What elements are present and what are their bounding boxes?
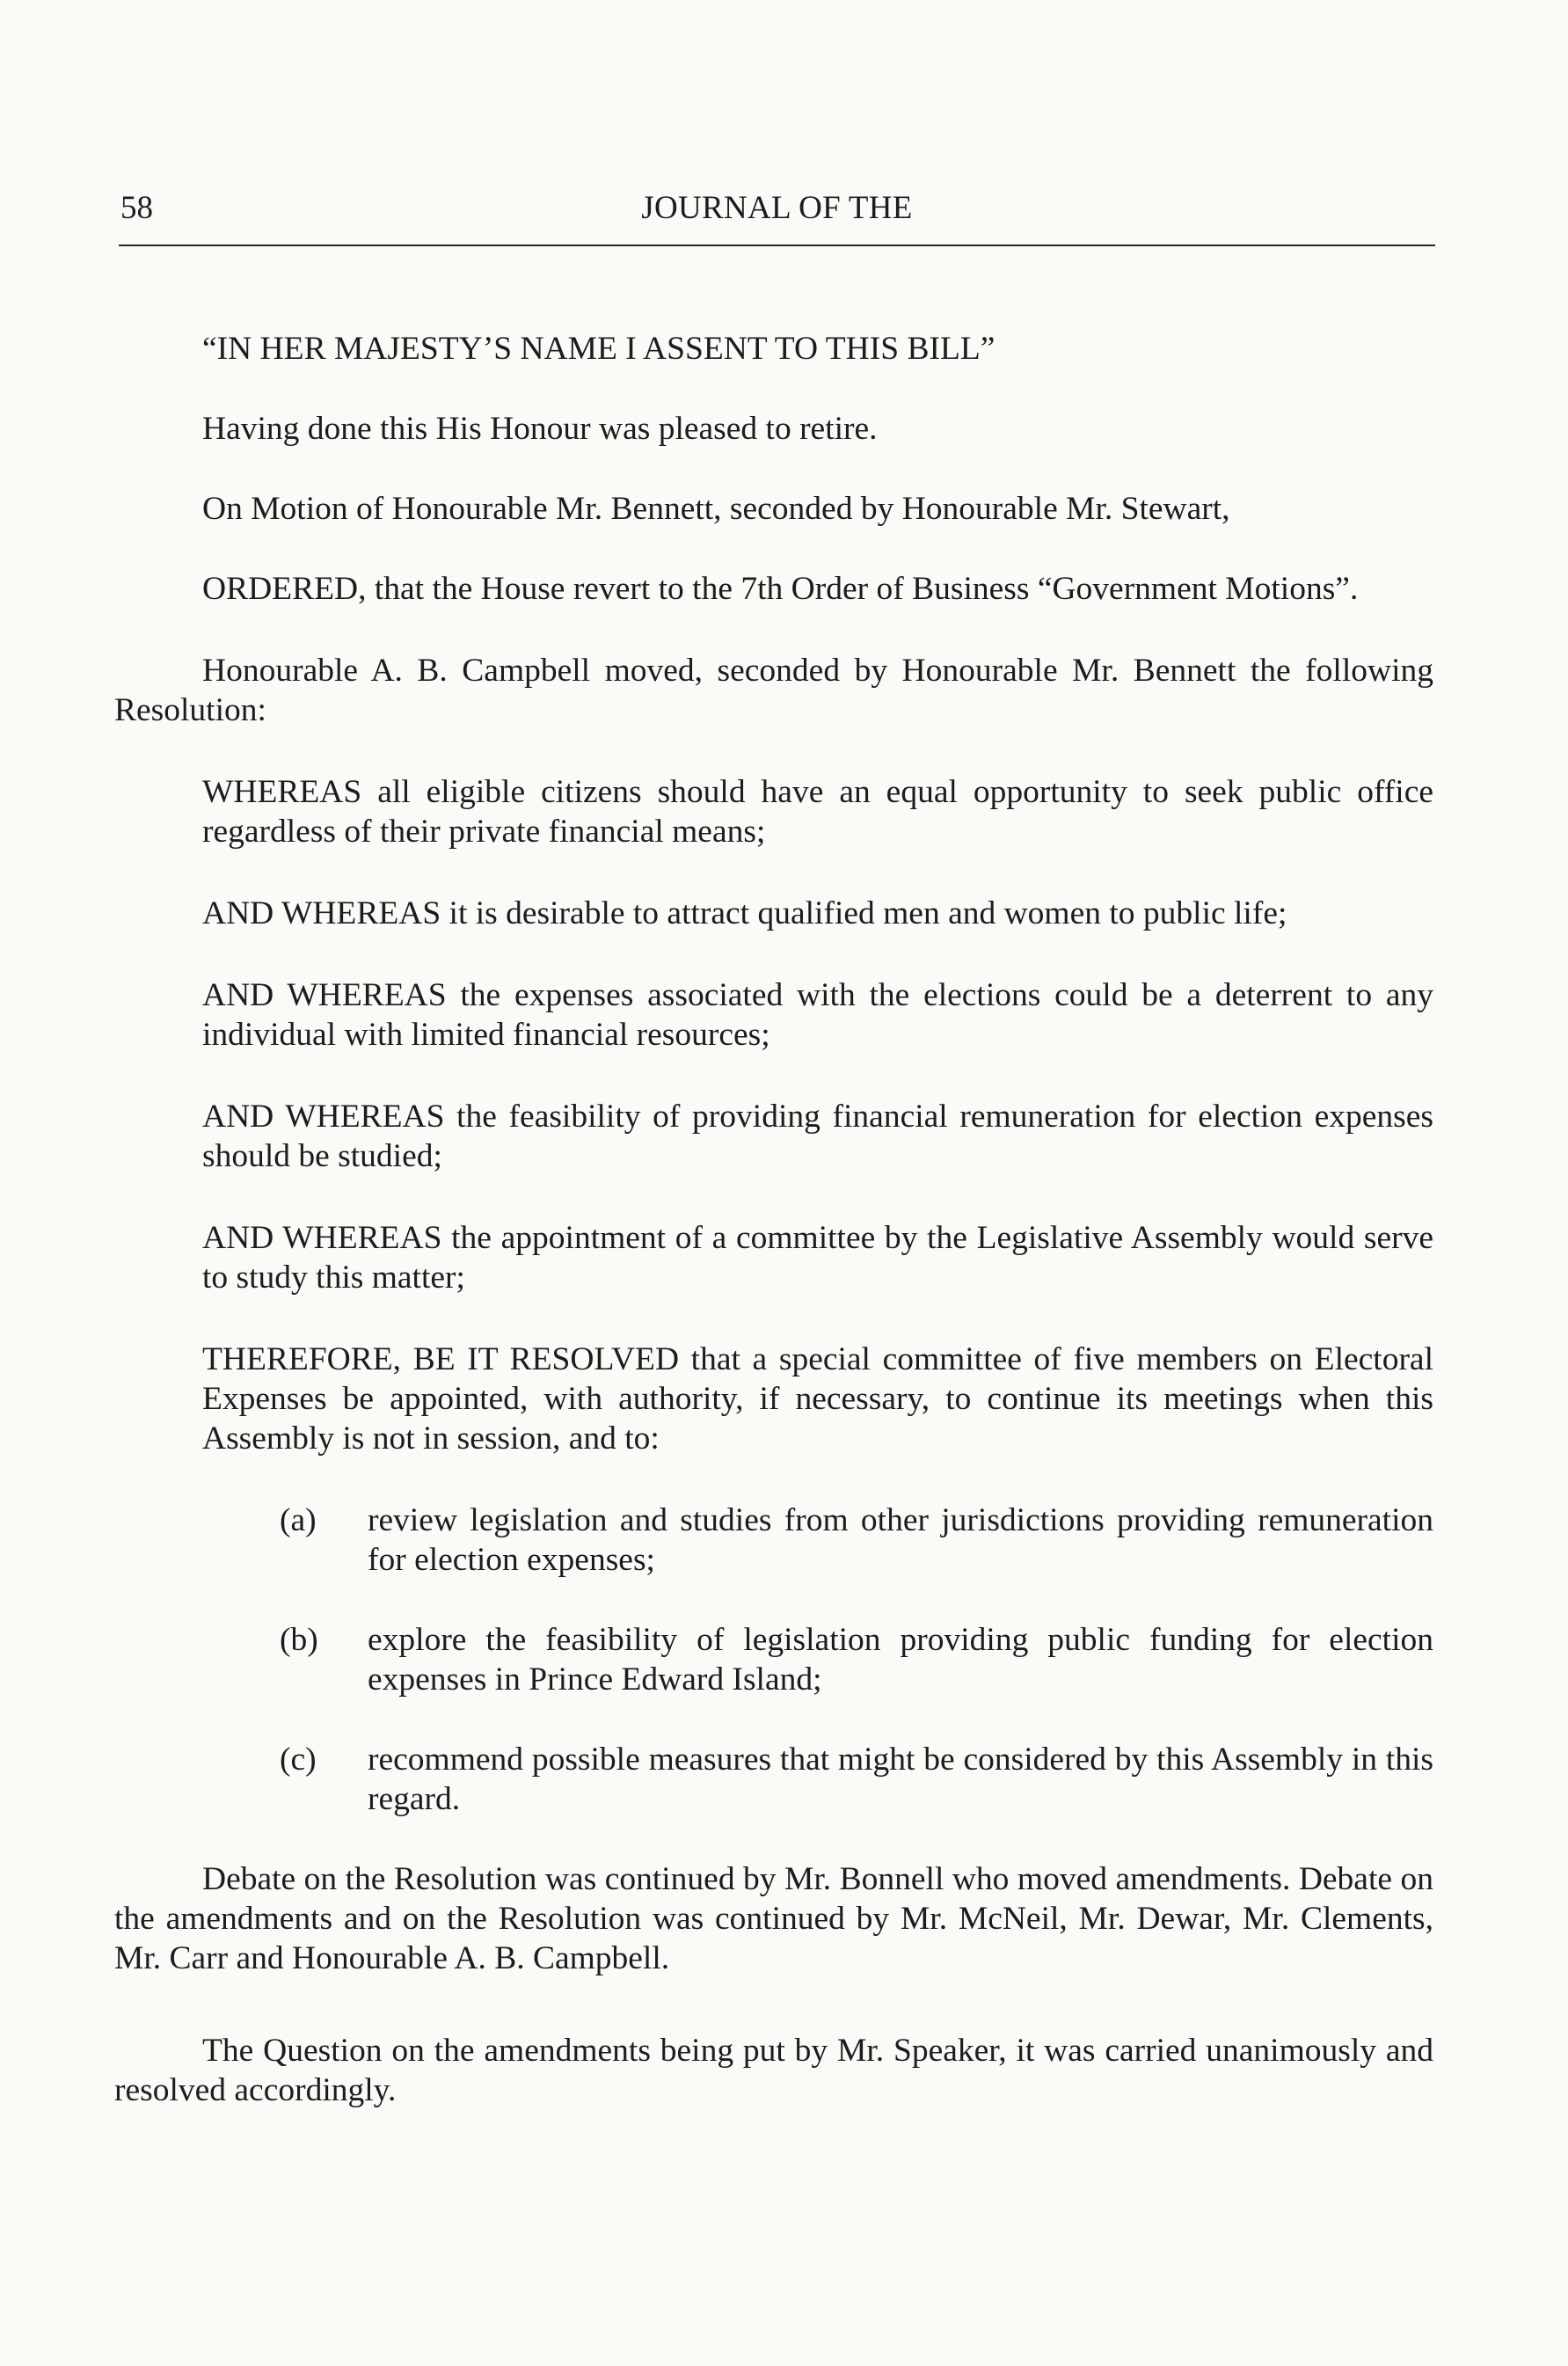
item-text: recommend possible measures that might be considered by this Assembly in this regard. [368, 1742, 1433, 1817]
item-label: (a) [280, 1502, 317, 1538]
whereas-clause-3: AND WHEREAS the expenses associated with the elections could be a deterrent to any individual with limited financial resources; [202, 977, 1433, 1053]
moved-paragraph: Honourable A. B. Campbell moved, seconded by Honourable Mr. Bennett the following Resolution: [114, 653, 1433, 728]
resolution-item [280, 1501, 1433, 1580]
whereas-clause-4: AND WHEREAS the feasibility of providing financial remuneration for election expenses should be studied; [202, 1099, 1433, 1174]
page-number: 58 [120, 190, 153, 226]
item-label: (b) [280, 1622, 318, 1658]
retire-paragraph: Having done this His Honour was pleased to retire. [202, 411, 878, 447]
ordered-paragraph: ORDERED, that the House revert to the 7th Order of Business “Government Motions”. [202, 571, 1359, 607]
item-text: explore the feasibility of legislation providing public funding for election expenses in Prince Edward Island; [368, 1622, 1433, 1698]
resolution-item [280, 1620, 1433, 1699]
therefore-clause: THEREFORE, BE IT RESOLVED that a special committee of five members on Electoral Expenses be appointed, with authority, if necessary, to continue its meetings when this Assembly is not in session, and to: [202, 1341, 1433, 1457]
assent-line: “IN HER MAJESTY’S NAME I ASSENT TO THIS BILL” [202, 331, 995, 367]
resolution-items [280, 1501, 1433, 1819]
running-head: JOURNAL OF THE [641, 190, 913, 226]
whereas-clause-1: WHEREAS all eligible citizens should have an equal opportunity to seek public office regardless of their private financial means; [202, 774, 1433, 850]
item-text: review legislation and studies from other jurisdictions providing remuneration for election expenses; [368, 1502, 1433, 1578]
question-paragraph: The Question on the amendments being put by Mr. Speaker, it was carried unanimously and resolved accordingly. [114, 2033, 1433, 2108]
item-label: (c) [280, 1742, 317, 1778]
whereas-clause-5: AND WHEREAS the appointment of a committee by the Legislative Assembly would serve to study this matter; [202, 1220, 1433, 1296]
debate-paragraph: Debate on the Resolution was continued by Mr. Bonnell who moved amendments. Debate on the amendments and on the Resolution was continued by Mr. McNeil, Mr. Dewar, Mr. Clements, Mr. Carr and Honourable A. B. Campbell. [114, 1861, 1433, 1976]
resolution-item [280, 1740, 1433, 1819]
whereas-clause-2: AND WHEREAS it is desirable to attract qualified men and women to public life; [202, 895, 1287, 931]
page-header [119, 186, 1435, 246]
page-body [114, 329, 1433, 2110]
motion-paragraph: On Motion of Honourable Mr. Bennett, seconded by Honourable Mr. Stewart, [202, 491, 1230, 527]
